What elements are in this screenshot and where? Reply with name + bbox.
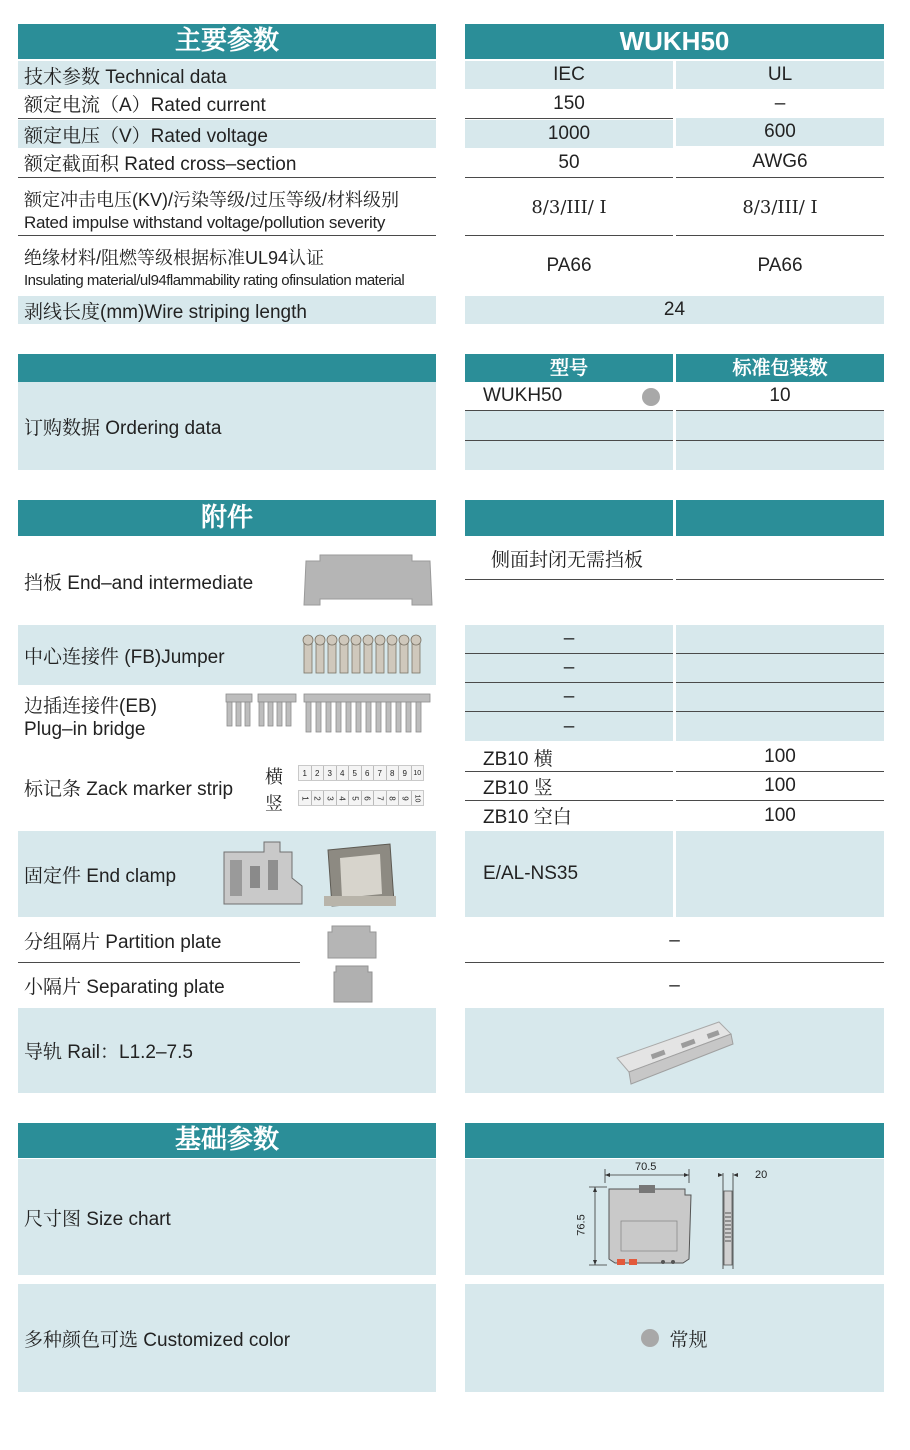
acc-marker-qty-1: 100 xyxy=(676,743,884,772)
ordering-left-header-bar xyxy=(18,354,436,382)
marker-strip-horizontal xyxy=(298,765,424,781)
ordering-empty-row-1a xyxy=(465,411,673,441)
jumper-image xyxy=(300,633,426,677)
param-ul-cross-section: AWG6 xyxy=(676,146,884,178)
acc-bridge-v2-b xyxy=(676,712,884,741)
gray-color-swatch-icon xyxy=(641,1329,659,1347)
acc-bridge-v2: – xyxy=(465,712,673,741)
marker-cell: 8 xyxy=(387,791,400,805)
color-label: 多种颜色可选 Customized color xyxy=(18,1284,436,1392)
acc-partition-label: 分组隔片 Partition plate xyxy=(18,919,300,963)
acc-marker-item-1: ZB10 横 xyxy=(465,743,673,772)
acc-end-plate-value: 侧面封闭无需挡板 xyxy=(465,537,673,580)
param-label-cross-section: 额定截面积 Rated cross–section xyxy=(18,148,436,178)
ordering-label: 订购数据 Ordering data xyxy=(18,382,436,470)
marker-cell: 6 xyxy=(362,791,375,805)
param-iec-header: IEC xyxy=(465,61,673,89)
end-plate-label-text: 挡板 End–and intermediate xyxy=(24,572,254,594)
acc-marker-qty-3: 100 xyxy=(676,801,884,830)
marker-cell: 5 xyxy=(349,791,362,805)
bridge-image xyxy=(224,692,436,738)
ordering-col-qty: 标准包装数 xyxy=(676,354,884,382)
acc-end-plate-value-b xyxy=(676,537,884,580)
partition-plate-image xyxy=(326,922,378,962)
ordering-model-text: WUKH50 xyxy=(483,385,563,406)
acc-jumper-v2: – xyxy=(465,654,673,683)
acc-end-clamp-label: 固定件 End clamp xyxy=(18,831,436,917)
param-iec-current: 150 xyxy=(465,89,673,119)
acc-separating-value: – xyxy=(465,964,884,1007)
marker-cell: 4 xyxy=(337,791,350,805)
param-ul-impulse: 8/3/III/ I xyxy=(676,180,884,236)
acc-marker-item-2: ZB10 竖 xyxy=(465,772,673,801)
param-label-voltage: 额定电压（V）Rated voltage xyxy=(18,120,436,148)
insulation-label-cn: 绝缘材料/阻燃等级根据标准UL94认证 xyxy=(24,248,325,268)
marker-cell: 10 xyxy=(413,770,422,777)
marker-cell: 5 xyxy=(349,766,362,780)
accessories-right-header-b xyxy=(676,500,884,536)
acc-end-clamp-value: E/AL-NS35 xyxy=(465,831,673,917)
acc-jumper-v2-b xyxy=(676,654,884,683)
gray-color-dot-icon xyxy=(642,388,660,406)
param-label-impulse xyxy=(18,180,436,236)
marker-cell: 2 xyxy=(312,766,325,780)
marker-cell: 1 xyxy=(299,791,312,805)
marker-strip-vertical xyxy=(298,790,424,806)
accessories-right-header-a xyxy=(465,500,673,536)
acc-end-clamp-value-b xyxy=(676,831,884,917)
bridge-label-en: Plug–in bridge xyxy=(24,719,146,740)
dim-height-label: 76.5 xyxy=(575,1214,588,1236)
acc-bridge-v1-b xyxy=(676,683,884,712)
marker-cell: 8 xyxy=(387,766,400,780)
end-clamp-image-2 xyxy=(322,840,398,910)
size-chart-cell xyxy=(465,1159,884,1275)
param-iec-insulation: PA66 xyxy=(465,238,673,294)
acc-jumper-label: 中心连接件 (FB)Jumper xyxy=(18,625,436,685)
end-clamp-image-1 xyxy=(220,838,312,910)
ordering-empty-row-1b xyxy=(676,411,884,441)
acc-bridge-v1: – xyxy=(465,683,673,712)
marker-cell: 3 xyxy=(324,766,337,780)
acc-rail-label: 导轨 Rail：L1.2–7.5 xyxy=(18,1008,436,1093)
param-label-strip: 剥线长度(mm)Wire striping length xyxy=(18,296,436,324)
marker-cell: 9 xyxy=(399,791,412,805)
param-label-insulation xyxy=(18,238,436,294)
marker-cell: 10 xyxy=(413,794,421,802)
acc-jumper-v1-b xyxy=(676,625,884,654)
main-params-header: 主要参数 xyxy=(18,24,436,59)
basic-params-right-header xyxy=(465,1123,884,1158)
param-label-current: 额定电流（A）Rated current xyxy=(18,89,436,119)
marker-cell: 4 xyxy=(337,766,350,780)
dim-width-label: 70.5 xyxy=(635,1161,657,1173)
dim-depth-label: 20 xyxy=(755,1169,768,1181)
bridge-label-cn: 边插连接件(EB) xyxy=(24,696,158,717)
param-iec-cross-section: 50 xyxy=(465,148,673,178)
accessories-header: 附件 xyxy=(18,500,436,536)
marker-cell: 6 xyxy=(362,766,375,780)
param-iec-impulse: 8/3/III/ I xyxy=(465,180,673,236)
acc-jumper-v1: – xyxy=(465,625,673,654)
acc-marker-label: 标记条 Zack marker strip xyxy=(18,745,436,830)
param-ul-current: – xyxy=(676,89,884,119)
marker-cell: 1 xyxy=(299,766,312,780)
ordering-empty-row-2a xyxy=(465,441,673,470)
acc-marker-qty-2: 100 xyxy=(676,772,884,801)
basic-params-header: 基础参数 xyxy=(18,1123,436,1158)
din-rail-image xyxy=(613,1014,737,1092)
acc-rail-image-cell xyxy=(465,1008,884,1093)
end-plate-image xyxy=(300,553,436,609)
marker-cell: 7 xyxy=(374,766,387,780)
separating-plate-image xyxy=(330,964,374,1006)
color-value: 常规 xyxy=(669,1329,708,1351)
marker-cell: 7 xyxy=(374,791,387,805)
color-value-cell xyxy=(465,1284,884,1392)
param-label-technical: 技术参数 Technical data xyxy=(18,61,436,89)
marker-v-label: 竖 xyxy=(265,794,283,814)
insulation-label-en: Insulating material/ul94flammability rating ofinsulation material xyxy=(24,272,405,289)
acc-marker-item-3: ZB10 空白 xyxy=(465,801,673,830)
product-model-header: WUKH50 xyxy=(465,24,884,59)
param-ul-voltage: 600 xyxy=(676,118,884,146)
ordering-qty: 10 xyxy=(676,382,884,411)
marker-cell: 3 xyxy=(324,791,337,805)
param-strip-value: 24 xyxy=(465,296,884,324)
acc-partition-value: – xyxy=(465,919,884,963)
marker-cell: 2 xyxy=(312,791,325,805)
marker-cell: 9 xyxy=(399,766,412,780)
ordering-empty-row-2b xyxy=(676,441,884,470)
impulse-label-en: Rated impulse withstand voltage/pollution severity xyxy=(24,213,386,232)
ordering-model xyxy=(465,382,673,411)
size-chart-label: 尺寸图 Size chart xyxy=(18,1159,436,1275)
marker-h-label: 横 xyxy=(265,767,283,787)
ordering-col-model: 型号 xyxy=(465,354,673,382)
param-iec-voltage: 1000 xyxy=(465,120,673,148)
param-ul-insulation: PA66 xyxy=(676,238,884,294)
impulse-label-cn: 额定冲击电压(KV)/污染等级/过压等级/材料级别 xyxy=(24,190,400,210)
acc-separating-label: 小隔片 Separating plate xyxy=(18,964,436,1007)
param-ul-header: UL xyxy=(676,61,884,89)
